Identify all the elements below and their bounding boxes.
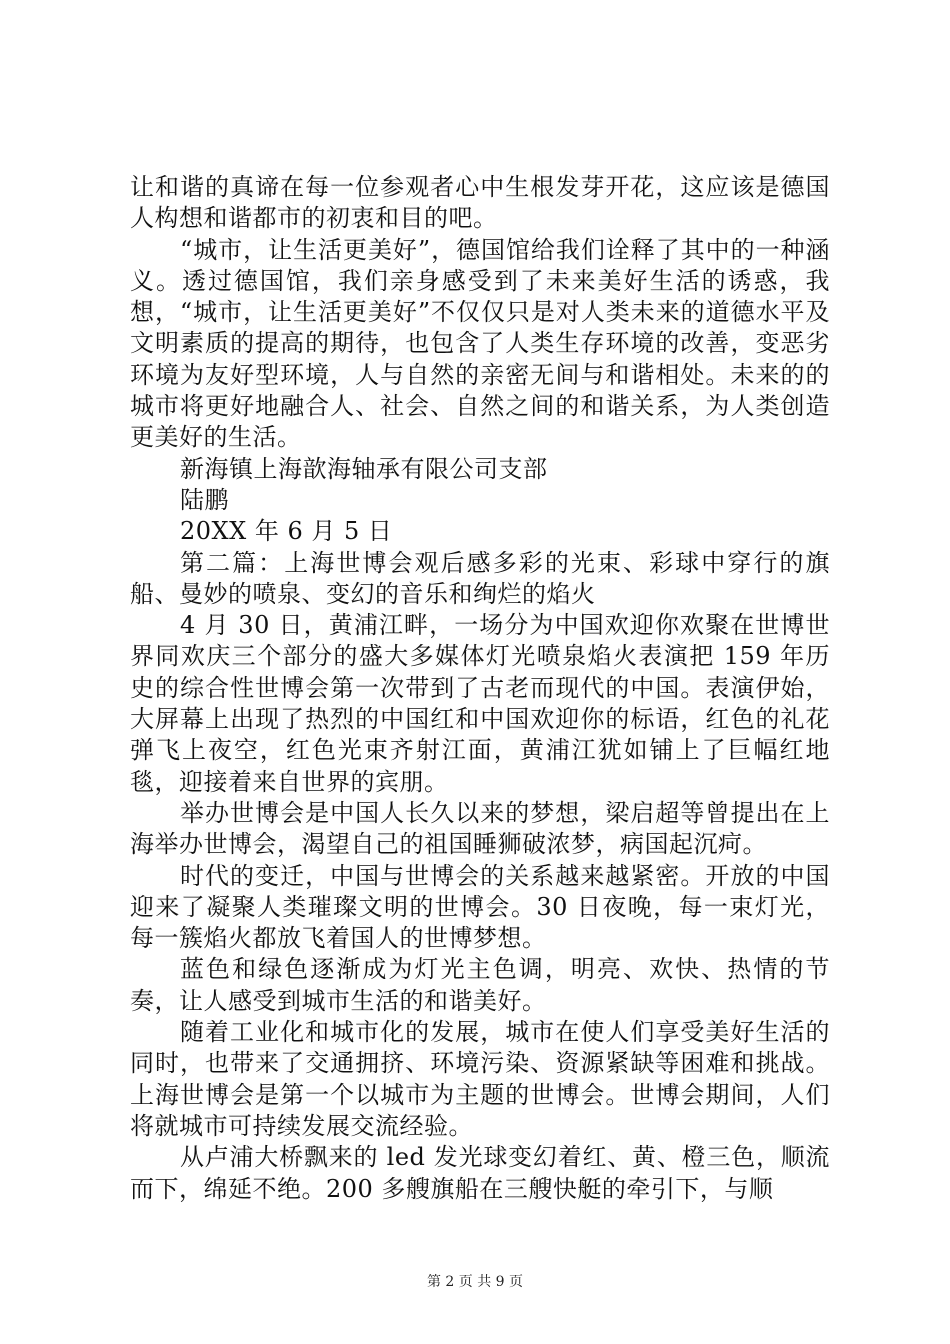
page-footer: 第 2 页 共 9 页 (426, 1274, 524, 1290)
paragraph: 从卢浦大桥飘来的 led 发光球变幻着红、黄、橙三色，顺流而下，绵延不绝。200 多艘旗船在三艘快艇的牵引下，与顺 (130, 1143, 830, 1203)
paragraph: 蓝色和绿色逐渐成为灯光主色调，明亮、欢快、热情的节奏，让人感受到城市生活的和谐美好。 (130, 955, 830, 1015)
signature-name: 陆鹏 (180, 485, 229, 514)
paragraph: 时代的变迁，中国与世博会的关系越来越紧密。开放的中国迎来了凝聚人类璀璨文明的世博会。30 日夜晚，每一束灯光，每一簇焰火都放飞着国人的世博梦想。 (130, 861, 830, 953)
signature-organization: 新海镇上海歆海轴承有限公司支部 (180, 454, 548, 483)
paragraph: 让和谐的真谛在每一位参观者心中生根发芽开花，这应该是德国人构想和谐都市的初衷和目的吧。 (130, 173, 830, 233)
paragraph: 举办世博会是中国人长久以来的梦想，梁启超等曾提出在上海举办世博会，渴望自己的祖国睡狮破浓梦，病国起沉疴。 (130, 798, 830, 859)
signature-date: 20XX 年 6 月 5 日 (180, 517, 393, 546)
paragraph: 4 月 30 日，黄浦江畔，一场分为中国欢迎你欢聚在世博世界同欢庆三个部分的盛大多媒体灯光喷泉焰火表演把 159 年历史的综合性世博会第一次带到了古老而现代的中国。表演伊始，大屏幕上出现了热烈的中国红和中国欢迎你的标语，红色的礼花弹飞上夜空，红色光束齐射江面，黄浦江犹如铺上了巨幅红地毯，迎接着来自世界的宾朋。 (130, 611, 830, 796)
section-heading: 第二篇：上海世博会观后感多彩的光束、彩球中穿行的旗船、曼妙的喷泉、变幻的音乐和绚烂的焰火 (130, 548, 830, 608)
paragraph: 随着工业化和城市化的发展，城市在使人们享受美好生活的同时，也带来了交通拥挤、环境污染、资源紧缺等困难和挑战。上海世博会是第一个以城市为主题的世博会。世博会期间，人们将就城市可持续发展交流经验。 (130, 1018, 830, 1140)
document-body (130, 172, 830, 1205)
paragraph: “城市，让生活更美好”，德国馆给我们诠释了其中的一种涵义。透过德国馆，我们亲身感受到了未来美好生活的诱惑，我想，“城市，让生活更美好”不仅仅只是对人类未来的道德水平及文明素质的提高的期待，也包含了人类生存环境的改善，变恶劣环境为友好型环境，人与自然的亲密无间与和谐相处。未来的的城市将更好地融合人、社会、自然之间的和谐关系，为人类创造更美好的生活。 (130, 235, 830, 452)
